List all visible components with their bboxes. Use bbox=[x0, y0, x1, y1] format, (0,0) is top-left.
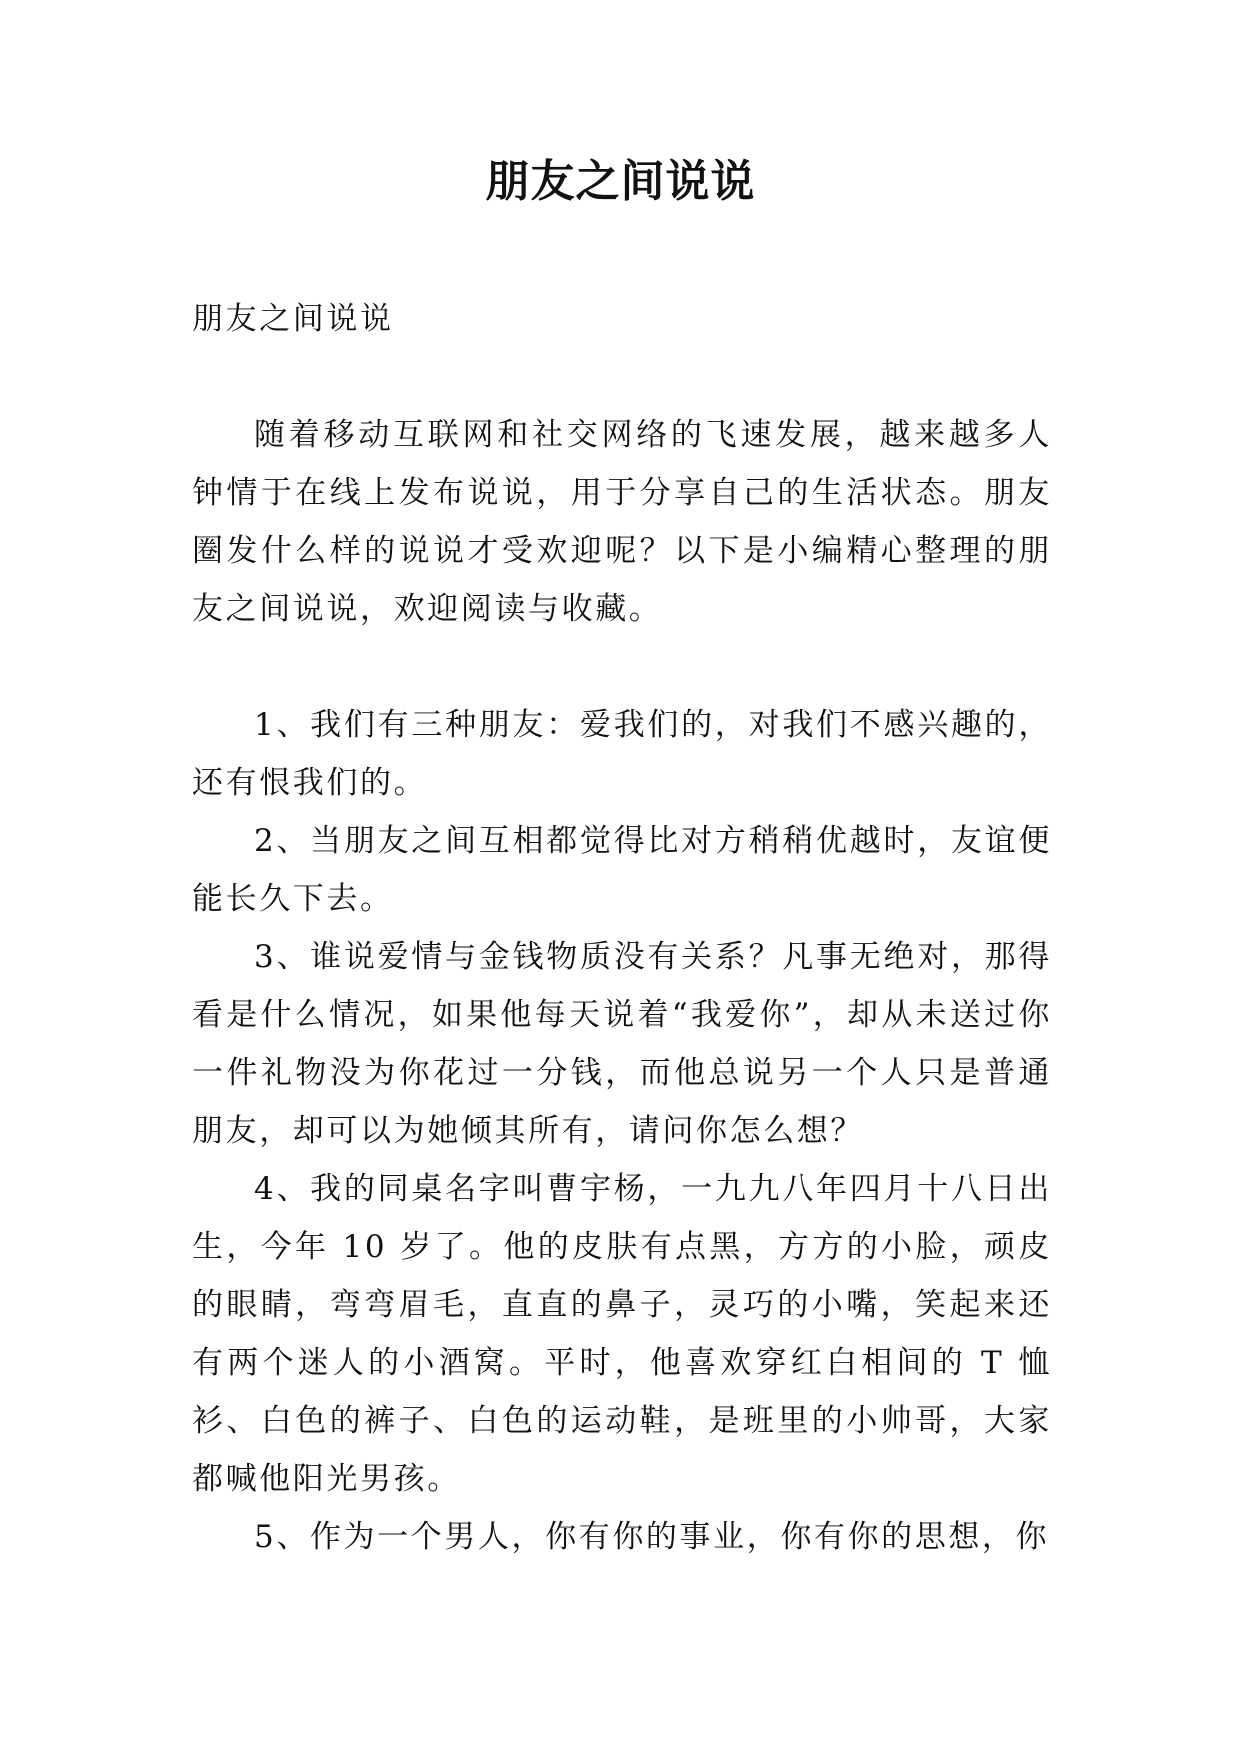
list-item: 5、作为一个男人，你有你的事业，你有你的思想，你 bbox=[254, 1519, 1050, 1555]
intro-paragraph: 随着移动互联网和社交网络的飞速发展，越来越多人钟情于在线上发布说说，用于分享自己的生活状态。朋友圈发什么样的说说才受欢迎呢？以下是小编精心整理的朋友之间说说，欢迎阅读与收藏。 bbox=[192, 417, 1052, 627]
document-body bbox=[192, 290, 1052, 1566]
list-item: 4、我的同桌名字叫曹宇杨，一九九八年四月十八日出生，今年 10 岁了。他的皮肤有点黑，方方的小脸，顽皮的眼睛，弯弯眉毛，直直的鼻子，灵巧的小嘴，笑起来还有两个迷人的小酒窝。平时，他喜欢穿红白相间的 T 恤衫、白色的裤子、白色的运动鞋，是班里的小帅哥，大家都喊他阳光男孩。 bbox=[192, 1171, 1052, 1497]
list-item: 1、我们有三种朋友：爱我们的，对我们不感兴趣的，还有恨我们的。 bbox=[192, 707, 1052, 801]
document-subtitle: 朋友之间说说 bbox=[192, 301, 394, 337]
document-title: 朋友之间说说 bbox=[485, 156, 756, 207]
list-item: 3、谁说爱情与金钱物质没有关系？凡事无绝对，那得看是什么情况，如果他每天说着“我爱你”，却从未送过你一件礼物没为你花过一分钱，而他总说另一个人只是普通朋友，却可以为她倾其所有，请问你怎么想？ bbox=[192, 939, 1052, 1149]
list-item: 2、当朋友之间互相都觉得比对方稍稍优越时，友谊便能长久下去。 bbox=[192, 823, 1052, 917]
